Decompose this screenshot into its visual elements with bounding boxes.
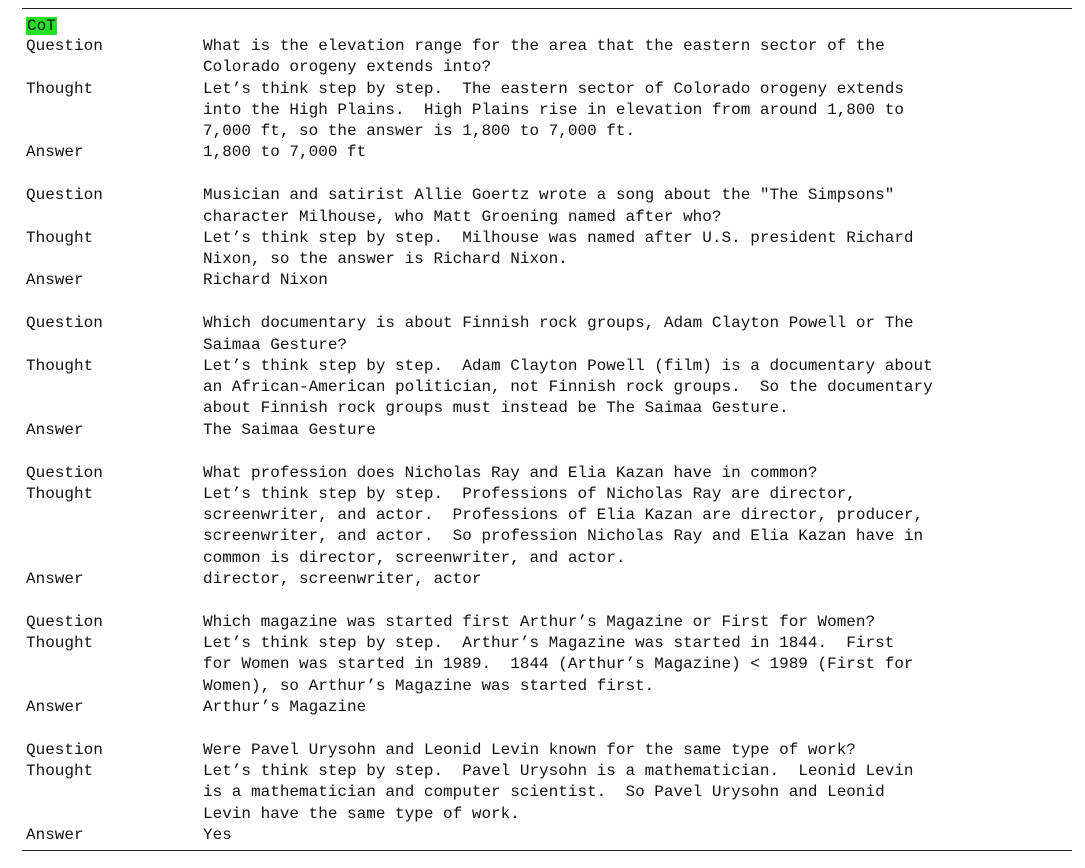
answer-text: Yes <box>203 826 232 844</box>
answer-text: 1,800 to 7,000 ft <box>203 143 367 162</box>
answer-row <box>26 270 1076 291</box>
question-label: Question <box>26 740 103 759</box>
thought-row <box>26 484 1076 569</box>
thought-label: Thought <box>26 762 94 781</box>
thought-row <box>26 228 1076 271</box>
question-row <box>26 185 1076 228</box>
thought-label: Thought <box>26 356 94 375</box>
thought-row <box>26 356 1076 420</box>
question-row <box>26 36 1076 79</box>
question-text: What profession does Nicholas Ray and Elia Kazan have in common? <box>203 463 818 482</box>
thought-label: Thought <box>26 79 94 98</box>
thought-text: Let’s think step by step. The eastern sector of Colorado orogeny extends into the High Plains. High Plains rise in elevation from around 1,800 to 7,000 ft, so the answer is 1,800 to 7,000 ft. <box>203 79 904 141</box>
thought-label: Thought <box>26 484 94 503</box>
answer-row <box>26 420 1076 441</box>
example-2 <box>26 185 1076 291</box>
answer-text: Arthur’s Magazine <box>203 698 367 717</box>
question-label: Question <box>26 612 103 631</box>
answer-text: The Saimaa Gesture <box>203 420 376 439</box>
question-text: Which magazine was started first Arthur’s Magazine or First for Women? <box>203 612 876 631</box>
examples-list <box>26 36 1076 868</box>
thought-text: Let’s think step by step. Professions of Nicholas Ray are director, screenwriter, and actor. Professions of Elia Kazan are director, producer, screenwriter, and actor. So profession Nicholas Ray and Elia Kazan have in common is director, screenwriter, and actor. <box>203 484 924 567</box>
answer-label: Answer <box>26 698 84 717</box>
thought-text: Let’s think step by step. Milhouse was named after U.S. president Richard Nixon, so the answer is Richard Nixon. <box>203 228 914 269</box>
thought-text: Let’s think step by step. Pavel Urysohn is a mathematician. Leonid Levin is a mathematician and computer scientist. So Pavel Urysohn and Leonid Levin have the same type of work. <box>203 762 914 823</box>
answer-label: Answer <box>26 143 84 162</box>
question-label: Question <box>26 463 103 482</box>
thought-label: Thought <box>26 634 94 653</box>
question-text: Were Pavel Urysohn and Leonid Levin known for the same type of work? <box>203 740 856 759</box>
example-3 <box>26 313 1076 441</box>
answer-text: director, screenwriter, actor <box>203 570 482 589</box>
answer-label: Answer <box>26 826 84 844</box>
top-rule <box>22 8 1072 9</box>
answer-label: Answer <box>26 420 84 439</box>
question-row <box>26 612 1076 633</box>
answer-label: Answer <box>26 271 84 290</box>
cot-tag: CoT <box>27 17 56 35</box>
question-text: Which documentary is about Finnish rock groups, Adam Clayton Powell or The Saimaa Gesture? <box>203 314 914 354</box>
thought-text: Let’s think step by step. Arthur’s Magazine was started in 1844. First for Women was started in 1989. 1844 (Arthur’s Magazine) < 1989 (First for Women), so Arthur’s Magazine was started first. <box>203 634 914 695</box>
thought-row <box>26 761 1076 825</box>
example-1 <box>26 36 1076 164</box>
question-text: What is the elevation range for the area that the eastern sector of the Colorado orogeny extends into? <box>203 37 885 77</box>
thought-text: Let’s think step by step. Adam Clayton Powell (film) is a documentary about an African-American politician, not Finnish rock groups. So the documentary about Finnish rock groups must instead be The Saimaa Gesture. <box>203 356 933 418</box>
bottom-rule <box>22 850 1072 851</box>
example-5 <box>26 612 1076 718</box>
answer-row <box>26 569 1076 590</box>
thought-row <box>26 79 1076 143</box>
answer-row <box>26 142 1076 163</box>
answer-text: Richard Nixon <box>203 271 328 290</box>
question-label: Question <box>26 37 103 55</box>
question-label: Question <box>26 314 103 333</box>
question-row <box>26 740 1076 761</box>
answer-row <box>26 697 1076 718</box>
thought-label: Thought <box>26 228 94 247</box>
question-text: Musician and satirist Allie Goertz wrote a song about the "The Simpsons" character Milhouse, who Matt Groening named after who? <box>203 186 895 226</box>
question-label: Question <box>26 186 103 205</box>
question-row <box>26 313 1076 356</box>
answer-label: Answer <box>26 570 84 589</box>
thought-row <box>26 633 1076 697</box>
example-4 <box>26 463 1076 591</box>
answer-row <box>26 825 1076 846</box>
question-row <box>26 463 1076 484</box>
example-6 <box>26 740 1076 846</box>
